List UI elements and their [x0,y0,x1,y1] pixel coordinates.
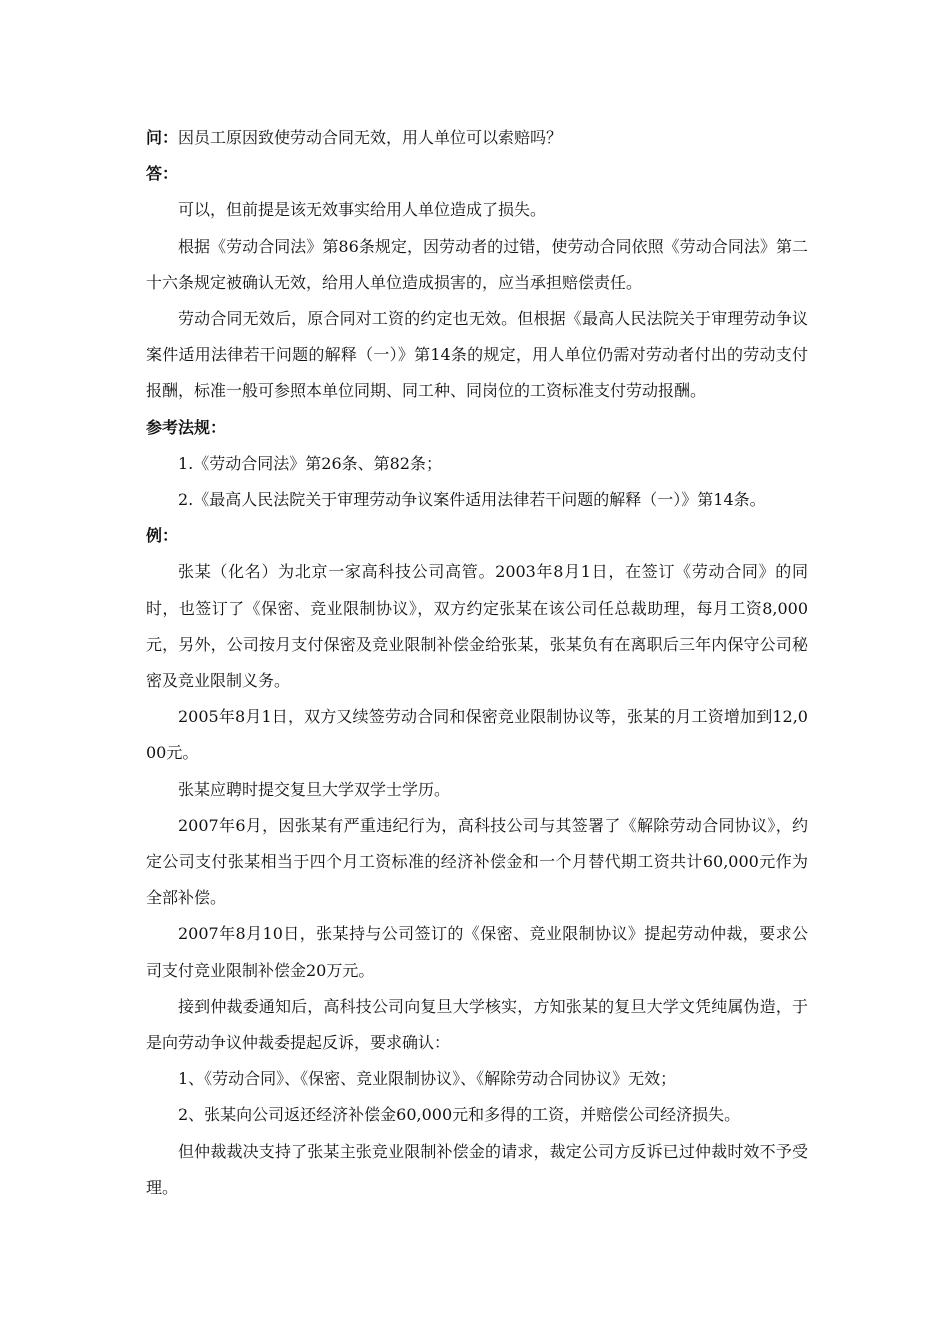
question-line [146,120,808,156]
example-paragraph: 1、《劳动合同》、《保密、竞业限制协议》、《解除劳动合同协议》无效； [178,1069,677,1089]
example-paragraph: 张某应聘时提交复旦大学双学士学历。 [178,779,451,799]
example-label: 例： [146,526,179,546]
references-label: 参考法规： [146,417,227,437]
answer-paragraph: 可以，但前提是该无效事实给用人单位造成了损失。 [178,200,547,220]
example-paragraph: 2005年8月1日，双方又续签劳动合同和保密竞业限制协议等，张某的月工资增加到12,000元。 [146,707,808,763]
example-paragraph: 但仲裁裁决支持了张某主张竞业限制补偿金的请求，裁定公司方反诉已过仲裁时效不予受理。 [146,1141,808,1197]
answer-label: 答： [146,164,179,184]
reference-item: 1.《劳动合同法》第26条、第82条； [178,453,442,473]
example-paragraph: 2007年8月10日，张某持与公司签订的《保密、竞业限制协议》提起劳动仲裁，要求公司支付竞业限制补偿金20万元。 [146,924,808,980]
reference-item: 2.《最高人民法院关于审理劳动争议案件适用法律若干问题的解释（一）》第14条。 [178,490,766,510]
example-paragraph: 2、张某向公司返还经济补偿金60,000元和多得的工资，并赔偿公司经济损失。 [178,1105,741,1125]
question-label: 问： [146,128,179,147]
example-paragraph: 接到仲裁委通知后，高科技公司向复旦大学核实，方知张某的复旦大学文凭纯属伪造，于是向劳动争议仲裁委提起反诉，要求确认： [146,996,808,1053]
answer-paragraph: 劳动合同无效后，原合同对工资的约定也无效。但根据《最高人民法院关于审理劳动争议案件适用法律若干问题的解释（一）》第14条的规定，用人单位仍需对劳动者付出的劳动支付报酬，标准一般可参照本单位同期、同工种、同岗位的工资标准支付劳动报酬。 [146,309,808,401]
example-paragraph: 张某（化名）为北京一家高科技公司高管。2003年8月1日，在签订《劳动合同》的同时，也签订了《保密、竞业限制协议》，双方约定张某在该公司任总裁助理，每月工资8,000元，另外，公司按月支付保密及竞业限制补偿金给张某，张某负有在离职后三年内保守公司秘密及竞业限制义务。 [146,562,808,691]
example-paragraph: 2007年6月，因张某有严重违纪行为，高科技公司与其签署了《解除劳动合同协议》，约定公司支付张某相当于四个月工资标准的经济补偿金和一个月替代期工资共计60,000元作为全部补偿。 [146,815,808,908]
question-text: 因员工原因致使劳动合同无效，用人单位可以索赔吗？ [178,128,563,147]
answer-paragraph: 根据《劳动合同法》第86条规定，因劳动者的过错，使劳动合同依照《劳动合同法》第二十六条规定被确认无效，给用人单位造成损害的，应当承担赔偿责任。 [146,236,808,292]
document-body [146,120,808,1206]
